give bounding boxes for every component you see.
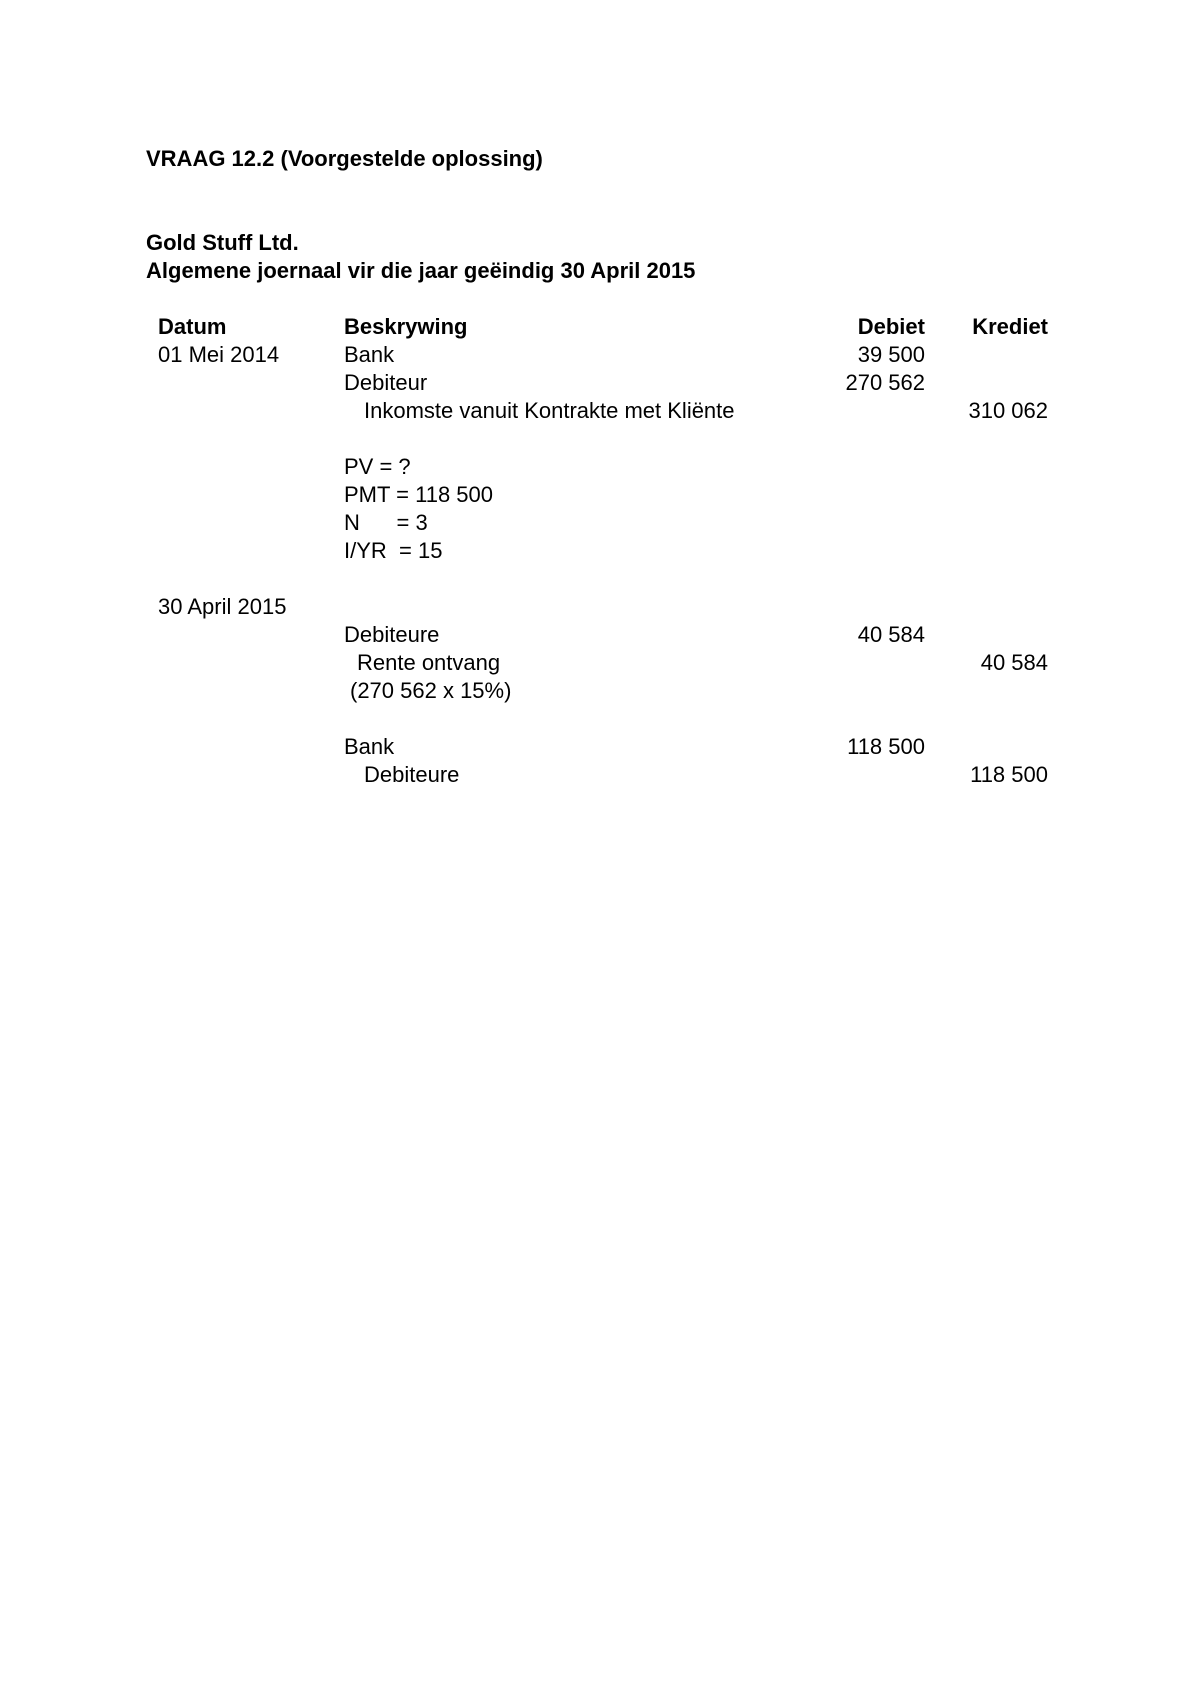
entry3-line2-desc: Debiteure bbox=[364, 762, 460, 787]
journal-title: Algemene joernaal vir die jaar geëindig 30 April 2015 bbox=[146, 258, 696, 283]
calc-pv: PV = ? bbox=[344, 454, 411, 479]
entry2-note: (270 562 x 15%) bbox=[350, 678, 512, 703]
entry2-line1-desc: Debiteure bbox=[344, 622, 440, 647]
entry2-line1-debit: 40 584 bbox=[857, 622, 925, 647]
entry2-date: 30 April 2015 bbox=[158, 594, 287, 619]
entry1-line2-desc: Debiteur bbox=[344, 370, 428, 395]
entry1-line1-desc: Bank bbox=[344, 342, 395, 367]
calc-iyr: I/YR = 15 bbox=[344, 538, 443, 563]
calc-n: N = 3 bbox=[344, 510, 428, 535]
header-date: Datum bbox=[158, 314, 227, 339]
entry1-line3-credit: 310 062 bbox=[968, 398, 1048, 423]
entry1-line1-debit: 39 500 bbox=[857, 342, 925, 367]
entry3-line1-desc: Bank bbox=[344, 734, 395, 759]
entry3-line1-debit: 118 500 bbox=[847, 734, 925, 759]
entry1-line3-desc: Inkomste vanuit Kontrakte met Kliënte bbox=[364, 398, 735, 423]
entry1-line2-debit: 270 562 bbox=[845, 370, 925, 395]
entry2-line2-desc: Rente ontvang bbox=[357, 650, 501, 675]
calc-pmt: PMT = 118 500 bbox=[344, 482, 494, 507]
header-debit: Debiet bbox=[857, 314, 925, 339]
entry1-date: 01 Mei 2014 bbox=[158, 342, 280, 367]
header-description: Beskrywing bbox=[344, 314, 468, 339]
entry3-line2-credit: 118 500 bbox=[970, 762, 1048, 787]
company-name: Gold Stuff Ltd. bbox=[146, 230, 299, 255]
entry2-line2-credit: 40 584 bbox=[980, 650, 1048, 675]
header-credit: Krediet bbox=[972, 314, 1048, 339]
question-title: VRAAG 12.2 (Voorgestelde oplossing) bbox=[146, 146, 543, 171]
